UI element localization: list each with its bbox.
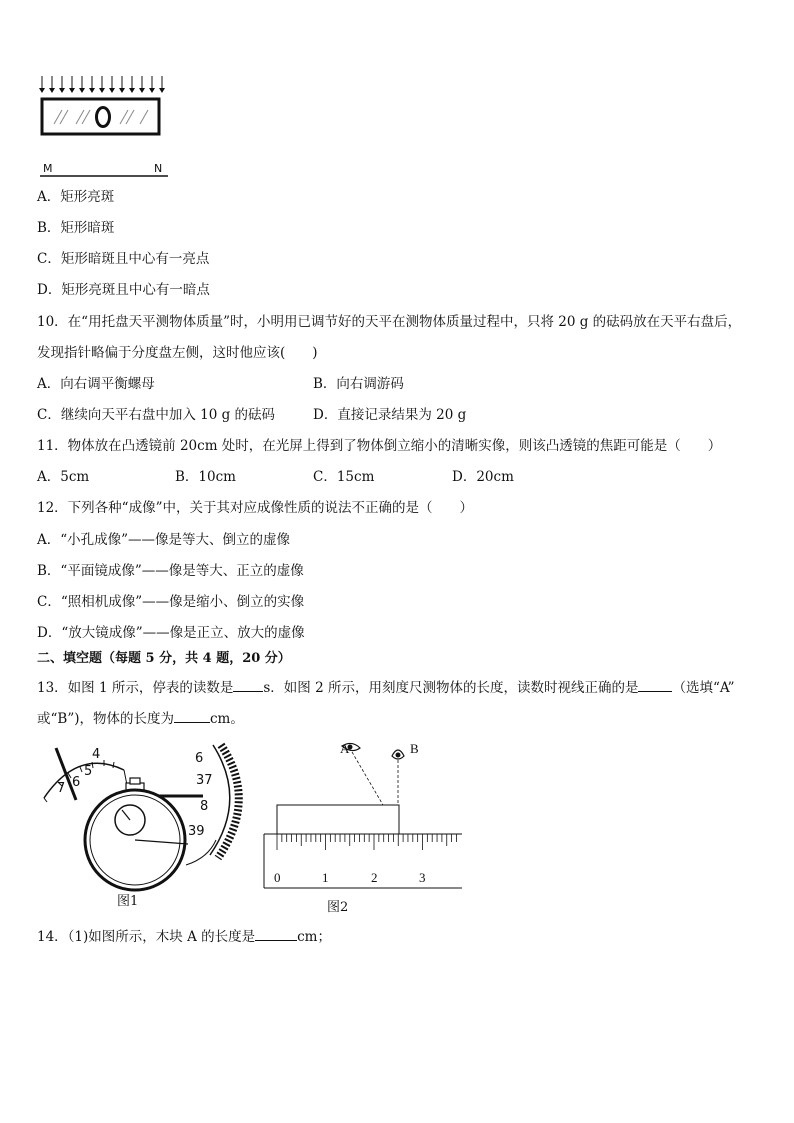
- q10-option-b: B．向右调游码: [313, 376, 404, 392]
- q13-line1: 13．如图 1 所示，停表的读数是 s．如图 2 所示，用刻度尺测物体的长度，读数时视线正确的是 （选填“A”: [37, 677, 735, 697]
- q11-stem: 11．物体放在凸透镜前 20cm 处时，在光屏上得到了物体倒立缩小的清晰实像，则该凸透镜的焦距可能是（ ）: [37, 438, 722, 454]
- q13-blank-1[interactable]: [233, 677, 263, 692]
- q12-option-b: B．“平面镜成像”——像是等大、正立的虚像: [37, 563, 304, 579]
- q10-option-d: D．直接记录结果为 20 g: [313, 407, 467, 423]
- section-title: 二、填空题（每题 5 分，共 4 题，20 分）: [37, 651, 291, 666]
- figure1-caption: 图1: [117, 894, 139, 909]
- figure1-stopwatch: [38, 740, 248, 900]
- q10-stem-line1: 10．在“用托盘天平测物体质量”时，小明用已调节好的天平在测物体质量过程中，只将 20 g 的砝码放在天平右盘后，: [37, 314, 742, 330]
- q9-option-d: D．矩形亮斑且中心有一暗点: [37, 282, 210, 298]
- q13-blank-2[interactable]: [638, 677, 672, 692]
- q11-option-d: D．20cm: [452, 469, 514, 485]
- label-n: N: [154, 162, 163, 175]
- q12-option-d: D．“放大镜成像”——像是正立、放大的虚像: [37, 625, 305, 641]
- fig2-ruler-tick-1: 1: [322, 870, 329, 885]
- fig2-ruler-tick-2: 2: [371, 870, 378, 885]
- q10-option-a: A．向右调平衡螺母: [37, 376, 155, 392]
- q11-option-c: C．15cm: [313, 469, 375, 485]
- fig1-big-dial-37: 37: [196, 773, 213, 788]
- fig1-big-dial-8: 8: [200, 799, 209, 814]
- figure2-ruler: [262, 738, 467, 893]
- q12-option-c: C．“照相机成像”——像是缩小、倒立的实像: [37, 594, 305, 610]
- q10-option-c: C．继续向天平右盘中加入 10 g 的砝码: [37, 407, 276, 423]
- q11-option-b: B．10cm: [175, 469, 236, 485]
- q10-stem-line2: 发现指针略偏于分度盘左侧，这时他应该( ): [37, 345, 318, 361]
- fig1-small-dial-7: 7: [57, 781, 66, 796]
- q14-blank[interactable]: [255, 926, 297, 941]
- q9-option-b: B．矩形暗斑: [37, 220, 115, 236]
- fig2-eye-b-label: B: [410, 741, 419, 756]
- q12-option-a: A．“小孔成像”——像是等大、倒立的虚像: [37, 532, 291, 548]
- q13-line2: 或“B”)，物体的长度为 cm。: [37, 708, 244, 728]
- fig1-small-dial-6: 6: [72, 775, 81, 790]
- q14-line: 14．（1)如图所示，木块 A 的长度是 cm；: [37, 926, 331, 946]
- q9-option-a: A．矩形亮斑: [37, 189, 115, 205]
- q9-option-c: C．矩形暗斑且中心有一亮点: [37, 251, 210, 267]
- q11-option-a: A．5cm: [37, 469, 90, 485]
- fig1-small-dial-5: 5: [84, 764, 93, 779]
- fig2-eye-a-label: A: [340, 741, 350, 756]
- fig1-big-dial-6: 6: [195, 751, 204, 766]
- fig1-small-dial-4: 4: [92, 747, 101, 762]
- fig1-big-dial-39: 39: [188, 824, 205, 839]
- q12-stem: 12．下列各种“成像”中，关于其对应成像性质的说法不正确的是（ ）: [37, 500, 473, 516]
- label-m: M: [43, 162, 53, 175]
- q13-blank-3[interactable]: [174, 708, 210, 723]
- fig2-ruler-tick-3: 3: [419, 870, 426, 885]
- figure2-caption: 图2: [327, 900, 349, 915]
- fig2-ruler-tick-0: 0: [274, 870, 281, 885]
